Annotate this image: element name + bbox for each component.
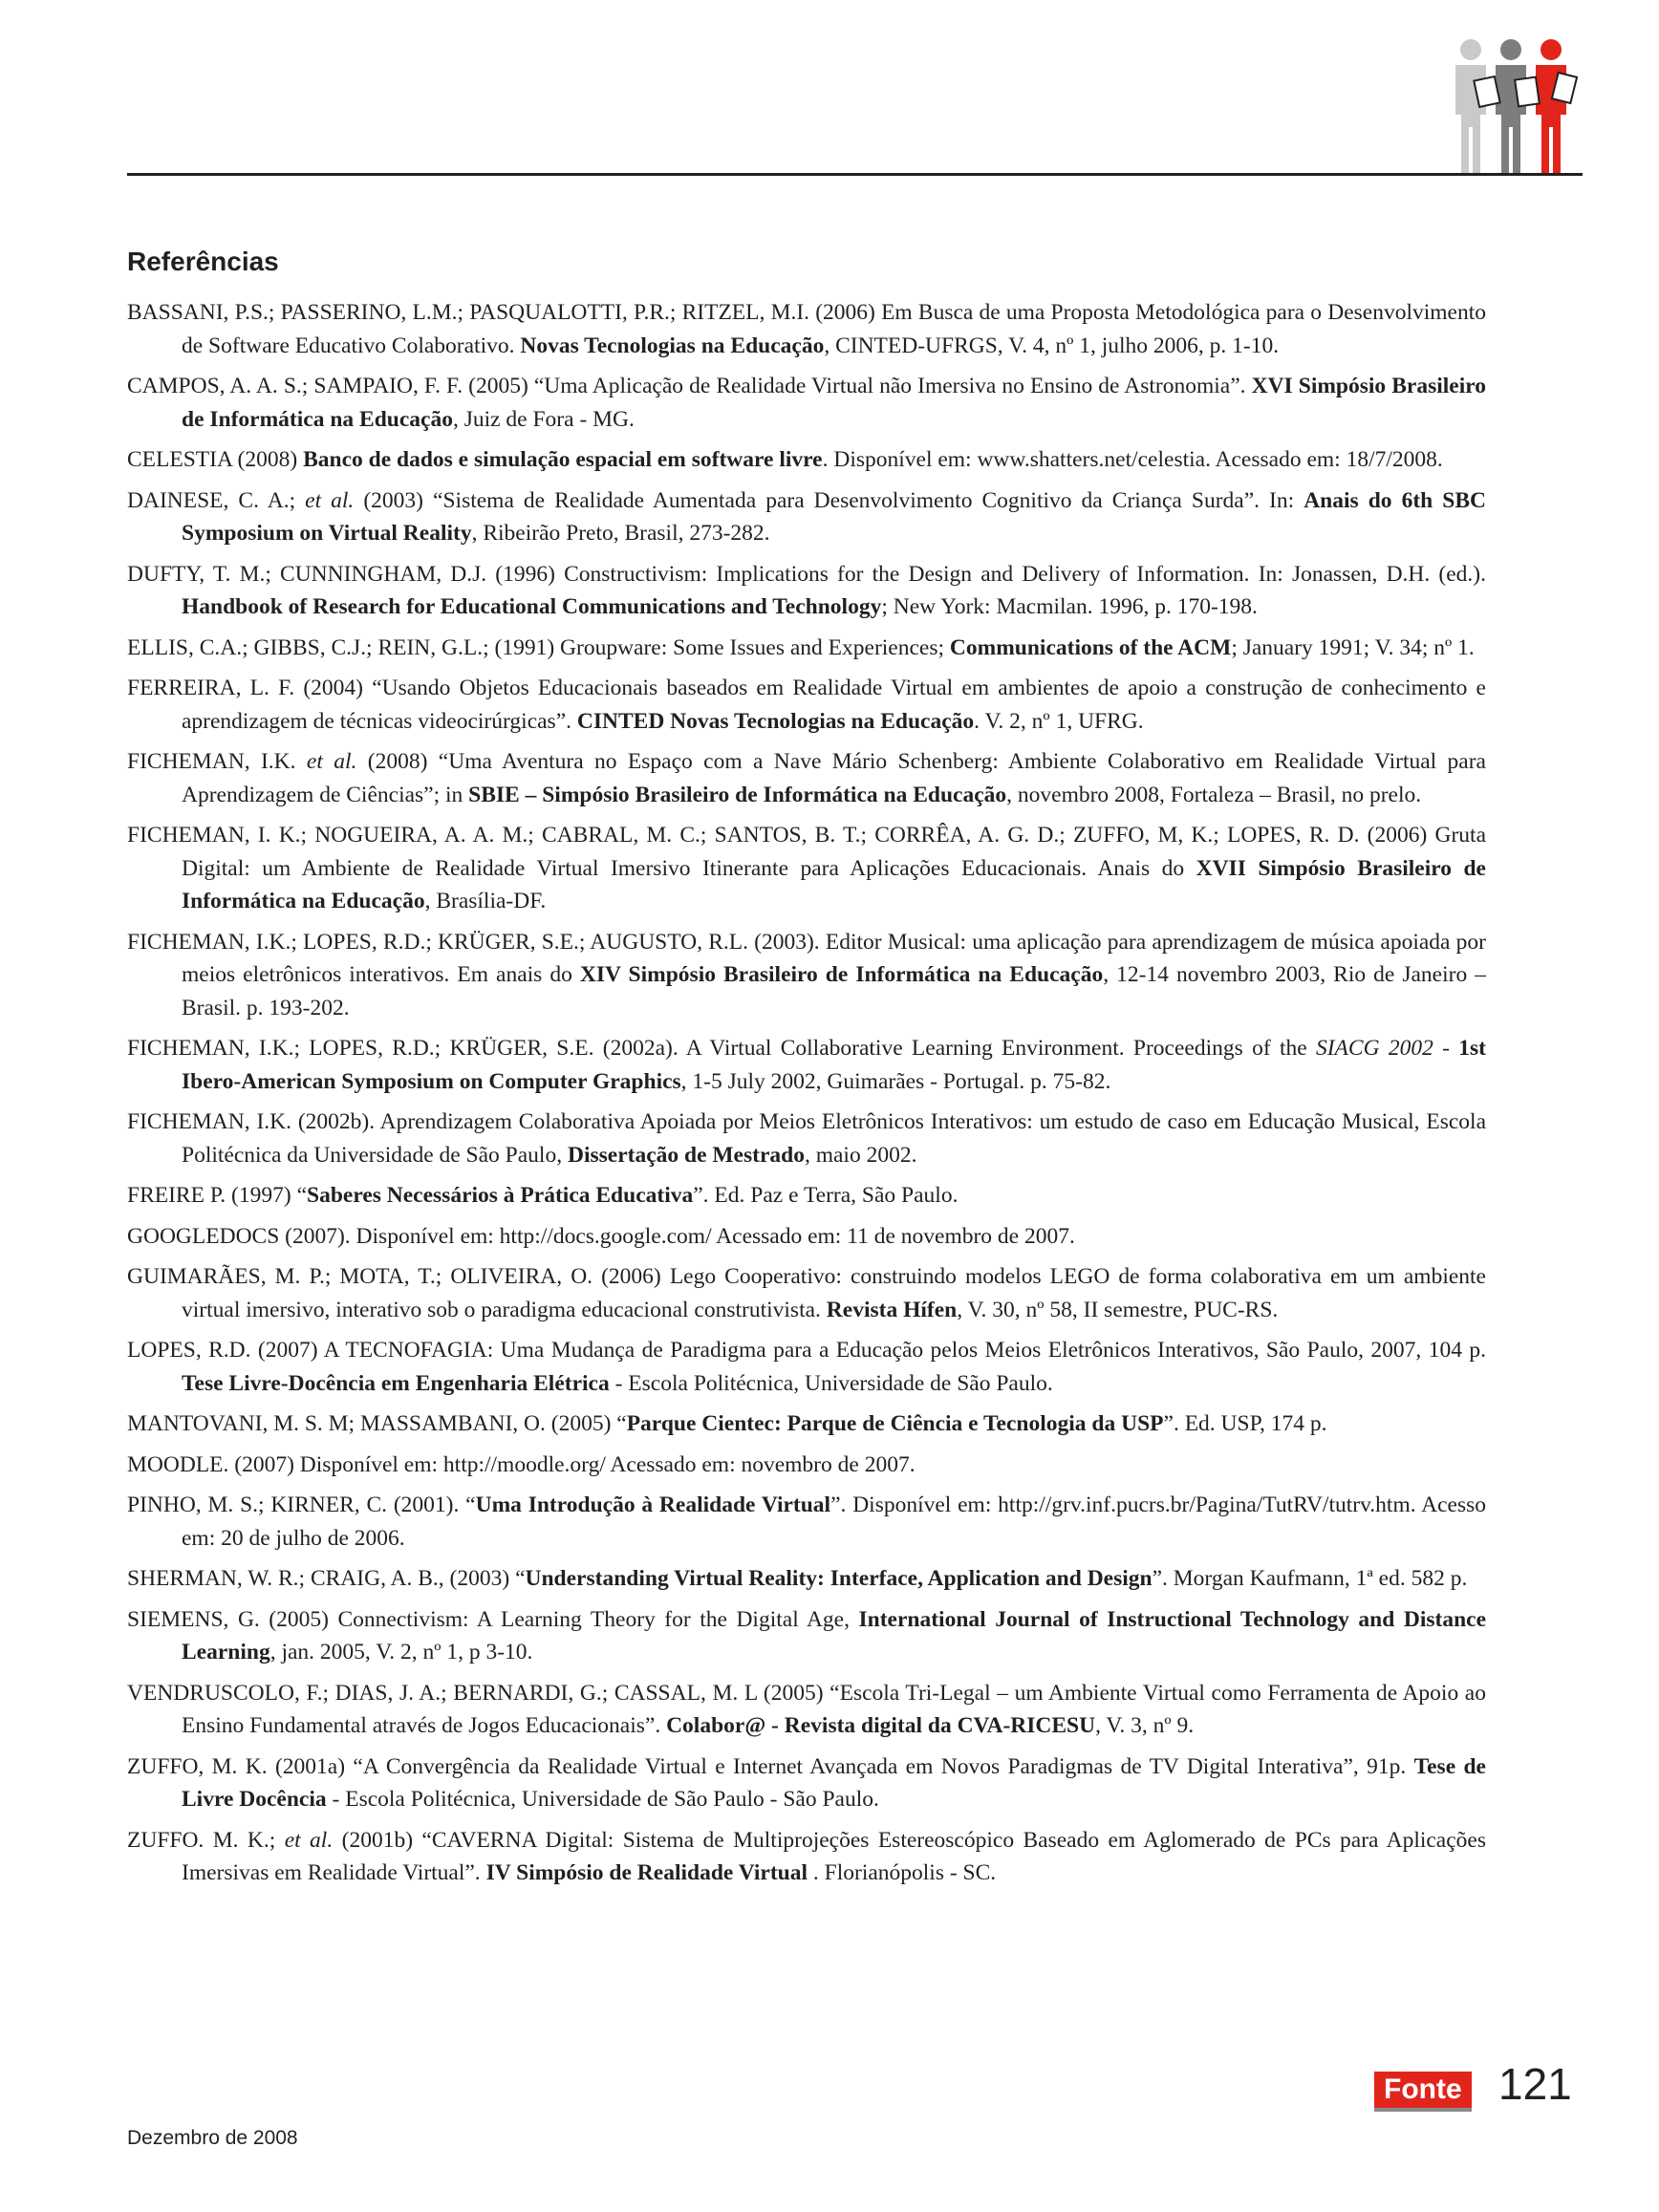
reference-text: , CINTED-UFRGS, V. 4, nº 1, julho 2006, p. 1-10. [824,333,1280,358]
reference-text: , novembro 2008, Fortaleza – Brasil, no prelo. [1006,782,1422,807]
reference-item-celestia [127,443,1486,477]
reference-italic-text: et al. [305,487,355,513]
reference-text: , 1-5 July 2002, Guimarães - Portugal. p. 75-82. [680,1068,1111,1094]
reference-item-ficheman-2003 [127,926,1486,1025]
person-red-icon [1536,39,1566,175]
reference-bold-title: 1st Ibero-American Symposium on Computer Graphics [182,1036,1487,1094]
reference-text: FICHEMAN, I.K.; LOPES, R.D.; KRÜGER, S.E. (2002a). A Virtual Collaborative Learning Environment. Proceedings of the [127,1036,1316,1061]
reference-text: SHERMAN, W. R.; CRAIG, A. B., (2003) “ [127,1566,526,1591]
reference-item-vendruscolo [127,1677,1486,1743]
reference-text: , Brasília-DF. [424,889,547,913]
person-dark-gray-icon [1496,39,1526,175]
reference-text: . V. 2, nº 1, UFRG. [974,708,1144,734]
people-logo-icon [1448,36,1582,175]
reference-item-googledocs [127,1220,1486,1254]
reference-text: , V. 3, nº 9. [1095,1713,1195,1738]
reference-item-ficheman-2006 [127,819,1486,918]
reference-text: PINHO, M. S.; KIRNER, C. (2001). “ [127,1493,476,1517]
reference-text: DAINESE, C. A.; [127,487,306,513]
reference-text: - Escola Politécnica, Universidade de São Paulo. [609,1370,1053,1396]
reference-text: FICHEMAN, I.K. [127,749,307,774]
header-rule [127,173,1583,176]
reference-item-ficheman-2008 [127,745,1486,811]
reference-bold-title: Saberes Necessários à Prática Educativa [307,1183,694,1208]
reference-text: ”. Disponível em: http://grv.inf.pucrs.br/Pagina/TutRV/tutrv.htm. Acesso em: 20 de julho de 2006. [182,1493,1486,1551]
reference-bold-title: XVI Simpósio Brasileiro de Informática na Educação [182,374,1487,432]
reference-bold-title: Communications of the ACM [949,634,1232,660]
reference-item-pinho [127,1489,1486,1555]
reference-item-sherman [127,1562,1486,1596]
reference-italic-text: et al. [284,1827,334,1853]
reference-text: (2008) “Uma Aventura no Espaço com a Nave Mário Schenberg: Ambiente Colaborativo em Realidade Virtual para Aprendizagem de Ciências”; in [182,749,1486,807]
reference-item-ficheman-2002b [127,1106,1486,1171]
reference-text: GUIMARÃES, M. P.; MOTA, T.; OLIVEIRA, O. (2006) Lego Cooperativo: construindo modelos LEGO de forma colaborativa em um ambiente virtual imersivo, interativo sob o paradigma educacional construtivista. [127,1264,1486,1322]
reference-item-ferreira [127,672,1486,738]
reference-item-guimaraes [127,1260,1486,1326]
reference-text: ; January 1991; V. 34; nº 1. [1231,634,1475,660]
reference-bold-title: Revista Hífen [826,1297,958,1322]
reference-text: - [1433,1036,1459,1061]
reference-item-zuffo-2001a [127,1750,1486,1816]
reference-text: DUFTY, T. M.; CUNNINGHAM, D.J. (1996) Constructivism: Implications for the Design and Delivery of Information. In: Jonassen, D.H. (ed.). [127,561,1486,587]
footer-date: Dezembro de 2008 [127,2127,298,2149]
reference-text: FERREIRA, L. F. (2004) “Usando Objetos Educacionais baseados em Realidade Virtual em ambientes de apoio a construção de conhecimento e aprendizagem de técnicas videocirúrgicas”. [127,676,1486,734]
fonte-brand-badge: Fonte [1374,2072,1472,2112]
reference-item-ficheman-2002a [127,1032,1486,1098]
reference-text: , maio 2002. [804,1142,917,1168]
reference-bold-title: XVII Simpósio Brasileiro de Informática na Educação [182,855,1486,913]
reference-text: ; New York: Macmilan. 1996, p. 170-198. [881,594,1258,619]
reference-text: (2001b) “CAVERNA Digital: Sistema de Multiprojeções Estereoscópico Baseado em Aglomerado de PCs para Aplicações Imersivas em Realidade Virtual”. [182,1827,1486,1885]
reference-bold-title: Colabor@ - Revista digital da CVA-RICESU [666,1713,1096,1738]
reference-bold-title: SBIE – Simpósio Brasileiro de Informática na Educação [468,782,1007,807]
reference-list [127,296,1486,1898]
reference-text: . Florianópolis - SC. [808,1860,997,1885]
reference-bold-title: Understanding Virtual Reality: Interface, Application and Design [525,1566,1153,1591]
reference-item-zuffo-2001b [127,1824,1486,1890]
reference-bold-title: Anais do 6th SBC Symposium on Virtual Reality [182,487,1486,546]
reference-text: MOODLE. (2007) Disponível em: http://moodle.org/ Acessado em: novembro de 2007. [127,1451,916,1477]
reference-text: FICHEMAN, I.K. (2002b). Aprendizagem Colaborativa Apoiada por Meios Eletrônicos Interativos: um estudo de caso em Educação Musical, Escola Politécnica da Universidade de São Paulo, [127,1109,1486,1168]
section-title: Referências [127,247,279,276]
reference-bold-title: Tese Livre-Docência em Engenharia Elétrica [182,1370,610,1396]
reference-text: GOOGLEDOCS (2007). Disponível em: http://docs.google.com/ Acessado em: 11 de novembro de 2007. [127,1223,1075,1249]
reference-text: . Disponível em: www.shatters.net/celestia. Acessado em: 18/7/2008. [822,447,1443,472]
reference-text: FICHEMAN, I.K.; LOPES, R.D.; KRÜGER, S.E.; AUGUSTO, R.L. (2003). Editor Musical: uma aplicação para aprendizagem de música apoiada por meios eletrônicos interativos. Em anais do [127,929,1486,987]
reference-bold-title: Dissertação de Mestrado [567,1142,805,1168]
reference-text: - Escola Politécnica, Universidade de São Paulo - São Paulo. [326,1787,879,1812]
reference-text: ELLIS, C.A.; GIBBS, C.J.; REIN, G.L.; (1991) Groupware: Some Issues and Experiences; [127,634,950,660]
reference-text: LOPES, R.D. (2007) A TECNOFAGIA: Uma Mudança de Paradigma para a Educação pelos Meios Eletrônicos Interativos, São Paulo, 2007, 104 p. [127,1338,1486,1363]
reference-item-siemens [127,1603,1486,1669]
reference-item-campos [127,370,1486,436]
reference-bold-title: Novas Tecnologias na Educação [520,333,825,358]
reference-item-mantovani [127,1407,1486,1441]
reference-bold-title: XIV Simpósio Brasileiro de Informática na Educação [579,962,1104,987]
reference-bold-title: Tese de Livre Docência [182,1753,1486,1812]
reference-bold-title: CINTED Novas Tecnologias na Educação [576,708,975,734]
reference-text: BASSANI, P.S.; PASSERINO, L.M.; PASQUALOTTI, P.R.; RITZEL, M.I. (2006) Em Busca de uma Proposta Metodológica para o Desenvolvimento de Software Educativo Colaborativo. [127,300,1486,358]
reference-bold-title: IV Simpósio de Realidade Virtual [485,1860,808,1885]
reference-text: SIEMENS, G. (2005) Connectivism: A Learning Theory for the Digital Age, [127,1606,859,1632]
reference-text: FREIRE P. (1997) “ [127,1183,307,1208]
reference-text: (2003) “Sistema de Realidade Aumentada para Desenvolvimento Cognitivo da Criança Surda”. In: [354,487,1304,513]
reference-italic-text: SIACG 2002 [1315,1036,1433,1061]
reference-text: , jan. 2005, V. 2, nº 1, p 3-10. [269,1640,533,1664]
reference-text: ”. Morgan Kaufmann, 1ª ed. 582 p. [1152,1566,1468,1591]
page-number: 121 [1498,2059,1572,2109]
reference-text: FICHEMAN, I. K.; NOGUEIRA, A. A. M.; CABRAL, M. C.; SANTOS, B. T.; CORRÊA, A. G. D.; ZUFFO, M, K.; LOPES, R. D. (2006) Gruta Digital: um Ambiente de Realidade Virtual Imersivo Itinerante para Aplicações Educacionais. Anais do [127,823,1486,881]
reference-text: , Ribeirão Preto, Brasil, 273-282. [471,521,770,546]
reference-bold-title: Banco de dados e simulação espacial em software livre [303,447,823,472]
reference-text: ”. Ed. USP, 174 p. [1163,1411,1327,1436]
reference-bold-title: International Journal of Instructional Technology and Distance Learning [182,1606,1486,1664]
reference-bold-title: Parque Cientec: Parque de Ciência e Tecnologia da USP [626,1411,1164,1436]
reference-text: VENDRUSCOLO, F.; DIAS, J. A.; BERNARDI, G.; CASSAL, M. L (2005) “Escola Tri-Legal – um Ambiente Virtual como Ferramenta de Apoio ao Ensino Fundamental através de Jogos Educacionais”. [127,1680,1486,1738]
reference-bold-title: Uma Introdução à Realidade Virtual [475,1493,831,1517]
reference-text: CELESTIA (2008) [127,447,304,472]
reference-text: , Juiz de Fora - MG. [452,406,635,432]
reference-text: ZUFFO. M. K.; [127,1827,285,1853]
reference-item-bassani [127,296,1486,362]
reference-text: ”. Ed. Paz e Terra, São Paulo. [693,1183,959,1208]
reference-text: , 12-14 novembro 2003, Rio de Janeiro – Brasil. p. 193-202. [182,962,1486,1020]
reference-text: MANTOVANI, M. S. M; MASSAMBANI, O. (2005) “ [127,1411,627,1436]
reference-text: ZUFFO, M. K. (2001a) “A Convergência da Realidade Virtual e Internet Avançada em Novos Paradigmas de TV Digital Interativa”, 91p. [127,1753,1414,1779]
documents-icon [1474,73,1577,107]
reference-item-freire [127,1179,1486,1213]
reference-text: , V. 30, nº 58, II semestre, PUC-RS. [957,1297,1279,1322]
reference-bold-title: Handbook of Research for Educational Communications and Technology [182,594,882,619]
reference-item-dufty [127,558,1486,624]
reference-item-moodle [127,1449,1486,1482]
reference-item-dainese [127,484,1486,550]
reference-text: CAMPOS, A. A. S.; SAMPAIO, F. F. (2005) “Uma Aplicação de Realidade Virtual não Imersiva no Ensino de Astronomia”. [127,374,1252,398]
reference-italic-text: et al. [306,749,357,774]
reference-item-ellis [127,632,1486,665]
reference-item-lopes [127,1334,1486,1400]
